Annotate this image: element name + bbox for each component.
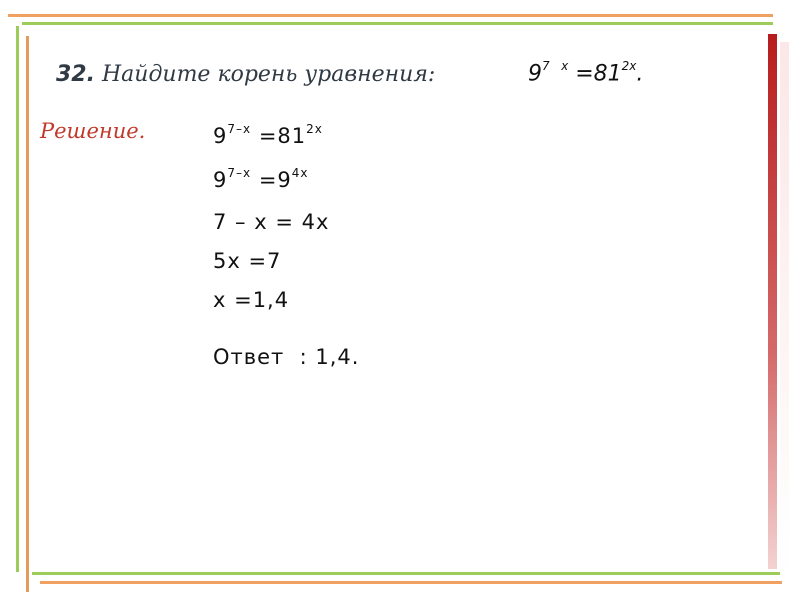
problem-text: Найдите корень уравнения: [101, 62, 436, 87]
top-green-line [22, 22, 773, 25]
top-orange-line [8, 14, 773, 17]
solution-label: Решение. [40, 119, 146, 143]
problem-title [56, 62, 435, 87]
solution-step-4: 5x =7 [213, 249, 282, 273]
right-red-bar [768, 34, 777, 569]
given-exp1: 7 x [542, 59, 569, 73]
solution-step-2: $9^{7-x} =9^{4x}$ [213, 166, 309, 192]
bottom-orange-line [40, 581, 782, 584]
given-end: . [636, 61, 644, 87]
given-exp2: 2x [621, 59, 637, 73]
given-equals: = [575, 61, 594, 87]
solution-step-3: 7 – x = 4x [213, 210, 330, 234]
left-green-line [16, 26, 19, 572]
bottom-green-line [32, 572, 782, 575]
solution-step-1: $9^{7-x} =81^{2x}$ [213, 122, 323, 148]
left-orange-line [26, 36, 29, 592]
problem-number: 32. [56, 62, 95, 87]
given-base2: 81 [593, 61, 622, 87]
right-pink-bar [780, 42, 789, 577]
answer-line: Ответ : 1,4. [213, 345, 360, 369]
solution-step-5: x =1,4 [213, 288, 290, 312]
given-base1: 9 [528, 61, 542, 87]
given-equation [528, 61, 643, 86]
